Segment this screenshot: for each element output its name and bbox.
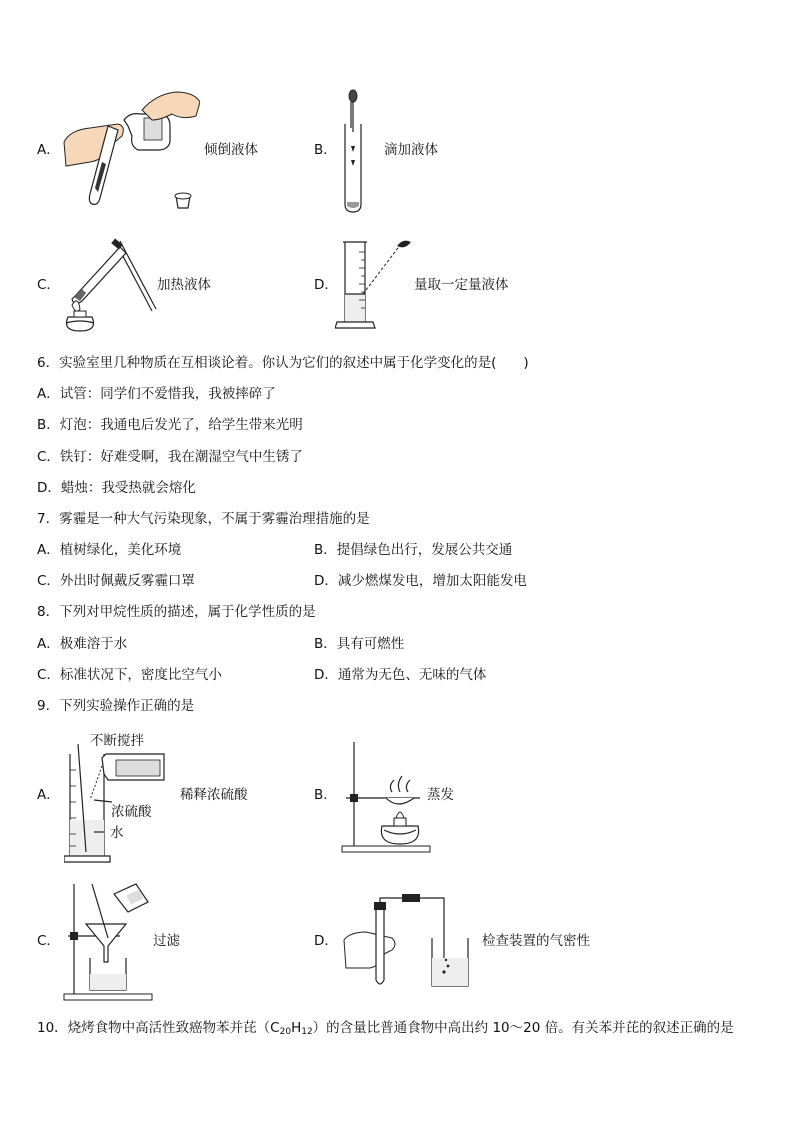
graduated-cylinder-icon [335, 236, 415, 332]
evaporation-icon [338, 740, 438, 856]
option-letter: B． [314, 142, 337, 158]
option-letter: C． [37, 277, 60, 293]
option-letter: A． [37, 787, 60, 803]
option-d: D．通常为无色、无味的气体 [314, 667, 487, 683]
option-letter: B． [314, 787, 337, 803]
option-b: B．具有可燃性 [314, 636, 405, 652]
subscript-carbon: 20 [279, 1027, 292, 1037]
option-letter: A． [37, 142, 60, 158]
pouring-liquid-icon [60, 80, 200, 215]
stem-part-3: ）的含量比普通食物中高出约 10～20 倍。有关苯并芘的叙述正确的是 [312, 1020, 734, 1036]
option-letter: D． [314, 277, 338, 293]
subscript-hydrogen: 12 [301, 1027, 313, 1037]
option-c: C．标准状况下，密度比空气小 [37, 667, 222, 683]
option-b: B．灯泡：我通电后发光了，给学生带来光明 [37, 417, 303, 433]
figure-caption: 过滤 [153, 933, 180, 949]
question-10-stem [37, 1019, 734, 1041]
figure-caption: 加热液体 [157, 277, 211, 293]
label-stir: 不断搅拌 [90, 733, 144, 749]
option-letter: D． [314, 933, 338, 949]
question-stem: 8．下列对甲烷性质的描述，属于化学性质的是 [37, 604, 316, 620]
option-c: C．铁钉：好难受啊，我在潮湿空气中生锈了 [37, 449, 303, 465]
figure-caption: 滴加液体 [384, 142, 438, 158]
figure-caption: 稀释浓硫酸 [180, 787, 248, 803]
option-a: A．极难溶于水 [37, 636, 128, 652]
question-9-stem: 9．下列实验操作正确的是 [37, 698, 195, 714]
option-a: A．试管：同学们不爱惜我，我被摔碎了 [37, 386, 276, 402]
figure-caption: 量取一定量液体 [414, 277, 509, 293]
stem-part-1: 10．烧烤食物中高活性致癌物苯并芘（C [37, 1020, 280, 1036]
figure-caption: 检查装置的气密性 [482, 933, 590, 949]
option-c: C．外出时佩戴反雾霾口罩 [37, 573, 195, 589]
option-d: D．蜡烛：我受热就会熔化 [37, 480, 196, 496]
question-stem: 7．雾霾是一种大气污染现象，不属于雾霾治理措施的是 [37, 511, 370, 527]
option-letter: C． [37, 933, 60, 949]
stem-part-2: H [291, 1020, 302, 1036]
option-d: D．减少燃煤发电，增加太阳能发电 [314, 573, 527, 589]
airtightness-check-icon [340, 888, 472, 992]
diluting-acid-icon [64, 740, 174, 864]
label-acid: 浓硫酸 [111, 804, 152, 820]
option-a: A．植树绿化，美化环境 [37, 542, 182, 558]
figure-caption: 倾倒液体 [204, 142, 258, 158]
heating-liquid-icon [58, 235, 158, 335]
option-b: B．提倡绿色出行，发展公共交通 [314, 542, 513, 558]
dropper-icon [335, 88, 375, 214]
label-water: 水 [110, 825, 124, 841]
figure-caption: 蒸发 [427, 787, 454, 803]
question-stem: 6．实验室里几种物质在互相谈论着。你认为它们的叙述中属于化学变化的是( ) [37, 355, 529, 371]
filtration-icon [62, 880, 154, 1004]
